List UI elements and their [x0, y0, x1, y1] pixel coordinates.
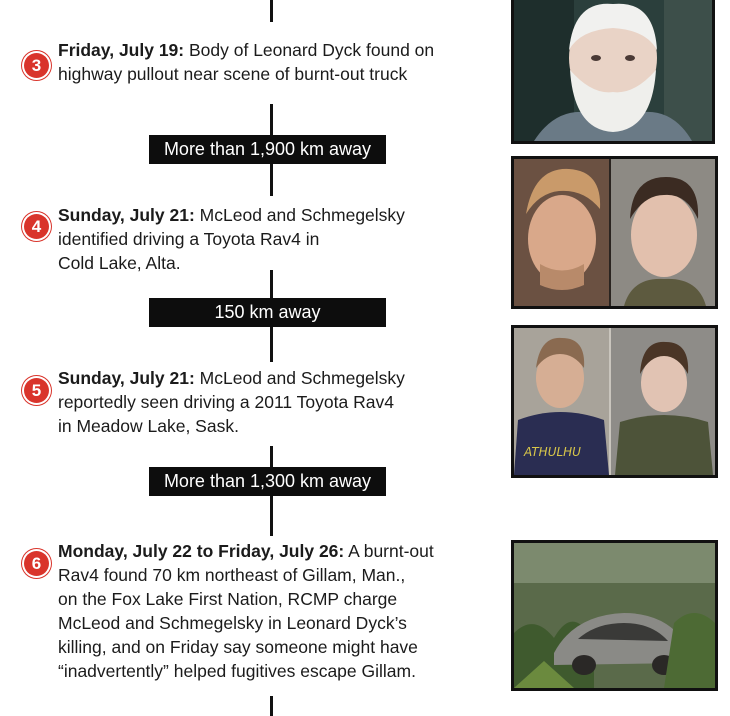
event-date: Sunday, July 21: — [58, 368, 195, 388]
event-description — [58, 38, 508, 86]
event-text-line: A burnt-out — [344, 541, 434, 561]
event-text-line: in Meadow Lake, Sask. — [58, 416, 239, 436]
distance-band: 150 km away — [149, 298, 386, 327]
event-date: Sunday, July 21: — [58, 205, 195, 225]
event-photo — [511, 540, 718, 691]
event-photo — [511, 156, 718, 309]
event-text-line: Rav4 found 70 km northeast of Gillam, Man., — [58, 565, 406, 585]
event-text-line: Body of Leonard Dyck found on — [184, 40, 435, 60]
event-text-line: killing, and on Friday say someone might have — [58, 637, 418, 657]
event-number-badge: 4 — [24, 214, 49, 239]
svg-text:ATHULHU: ATHULHU — [524, 445, 581, 459]
event-text-line: on the Fox Lake First Nation, RCMP charge — [58, 589, 398, 609]
event-number-badge: 5 — [24, 378, 49, 403]
timeline-line — [270, 104, 273, 136]
event-text-line: McLeod and Schmegelsky in Leonard Dyck’s — [58, 613, 407, 633]
event-text-line: highway pullout near scene of burnt-out truck — [58, 64, 408, 84]
distance-band: More than 1,900 km away — [149, 135, 386, 164]
timeline-line — [270, 0, 273, 22]
event-photo — [511, 0, 715, 144]
distance-band: More than 1,300 km away — [149, 467, 386, 496]
event-number-badge: 6 — [24, 551, 49, 576]
timeline-line — [270, 496, 273, 536]
event-text-line: “inadvertently” helped fugitives escape Gillam. — [58, 661, 416, 681]
timeline-line — [270, 164, 273, 196]
event-text-line: McLeod and Schmegelsky — [194, 205, 405, 225]
event-date: Friday, July 19: — [58, 40, 185, 60]
event-text-line: reportedly seen driving a 2011 Toyota Rav4 — [58, 392, 394, 412]
timeline-line — [270, 446, 273, 468]
event-date: Monday, July 22 to Friday, July 26: — [58, 541, 345, 561]
timeline-line — [270, 696, 273, 716]
event-description — [58, 539, 508, 683]
event-description — [58, 366, 508, 438]
event-text-line: McLeod and Schmegelsky — [194, 368, 405, 388]
event-description — [58, 203, 508, 275]
event-number-badge: 3 — [24, 53, 49, 78]
event-text-line: identified driving a Toyota Rav4 in — [58, 229, 320, 249]
event-photo — [511, 325, 718, 478]
timeline-line — [270, 326, 273, 362]
event-text-line: Cold Lake, Alta. — [58, 253, 181, 273]
